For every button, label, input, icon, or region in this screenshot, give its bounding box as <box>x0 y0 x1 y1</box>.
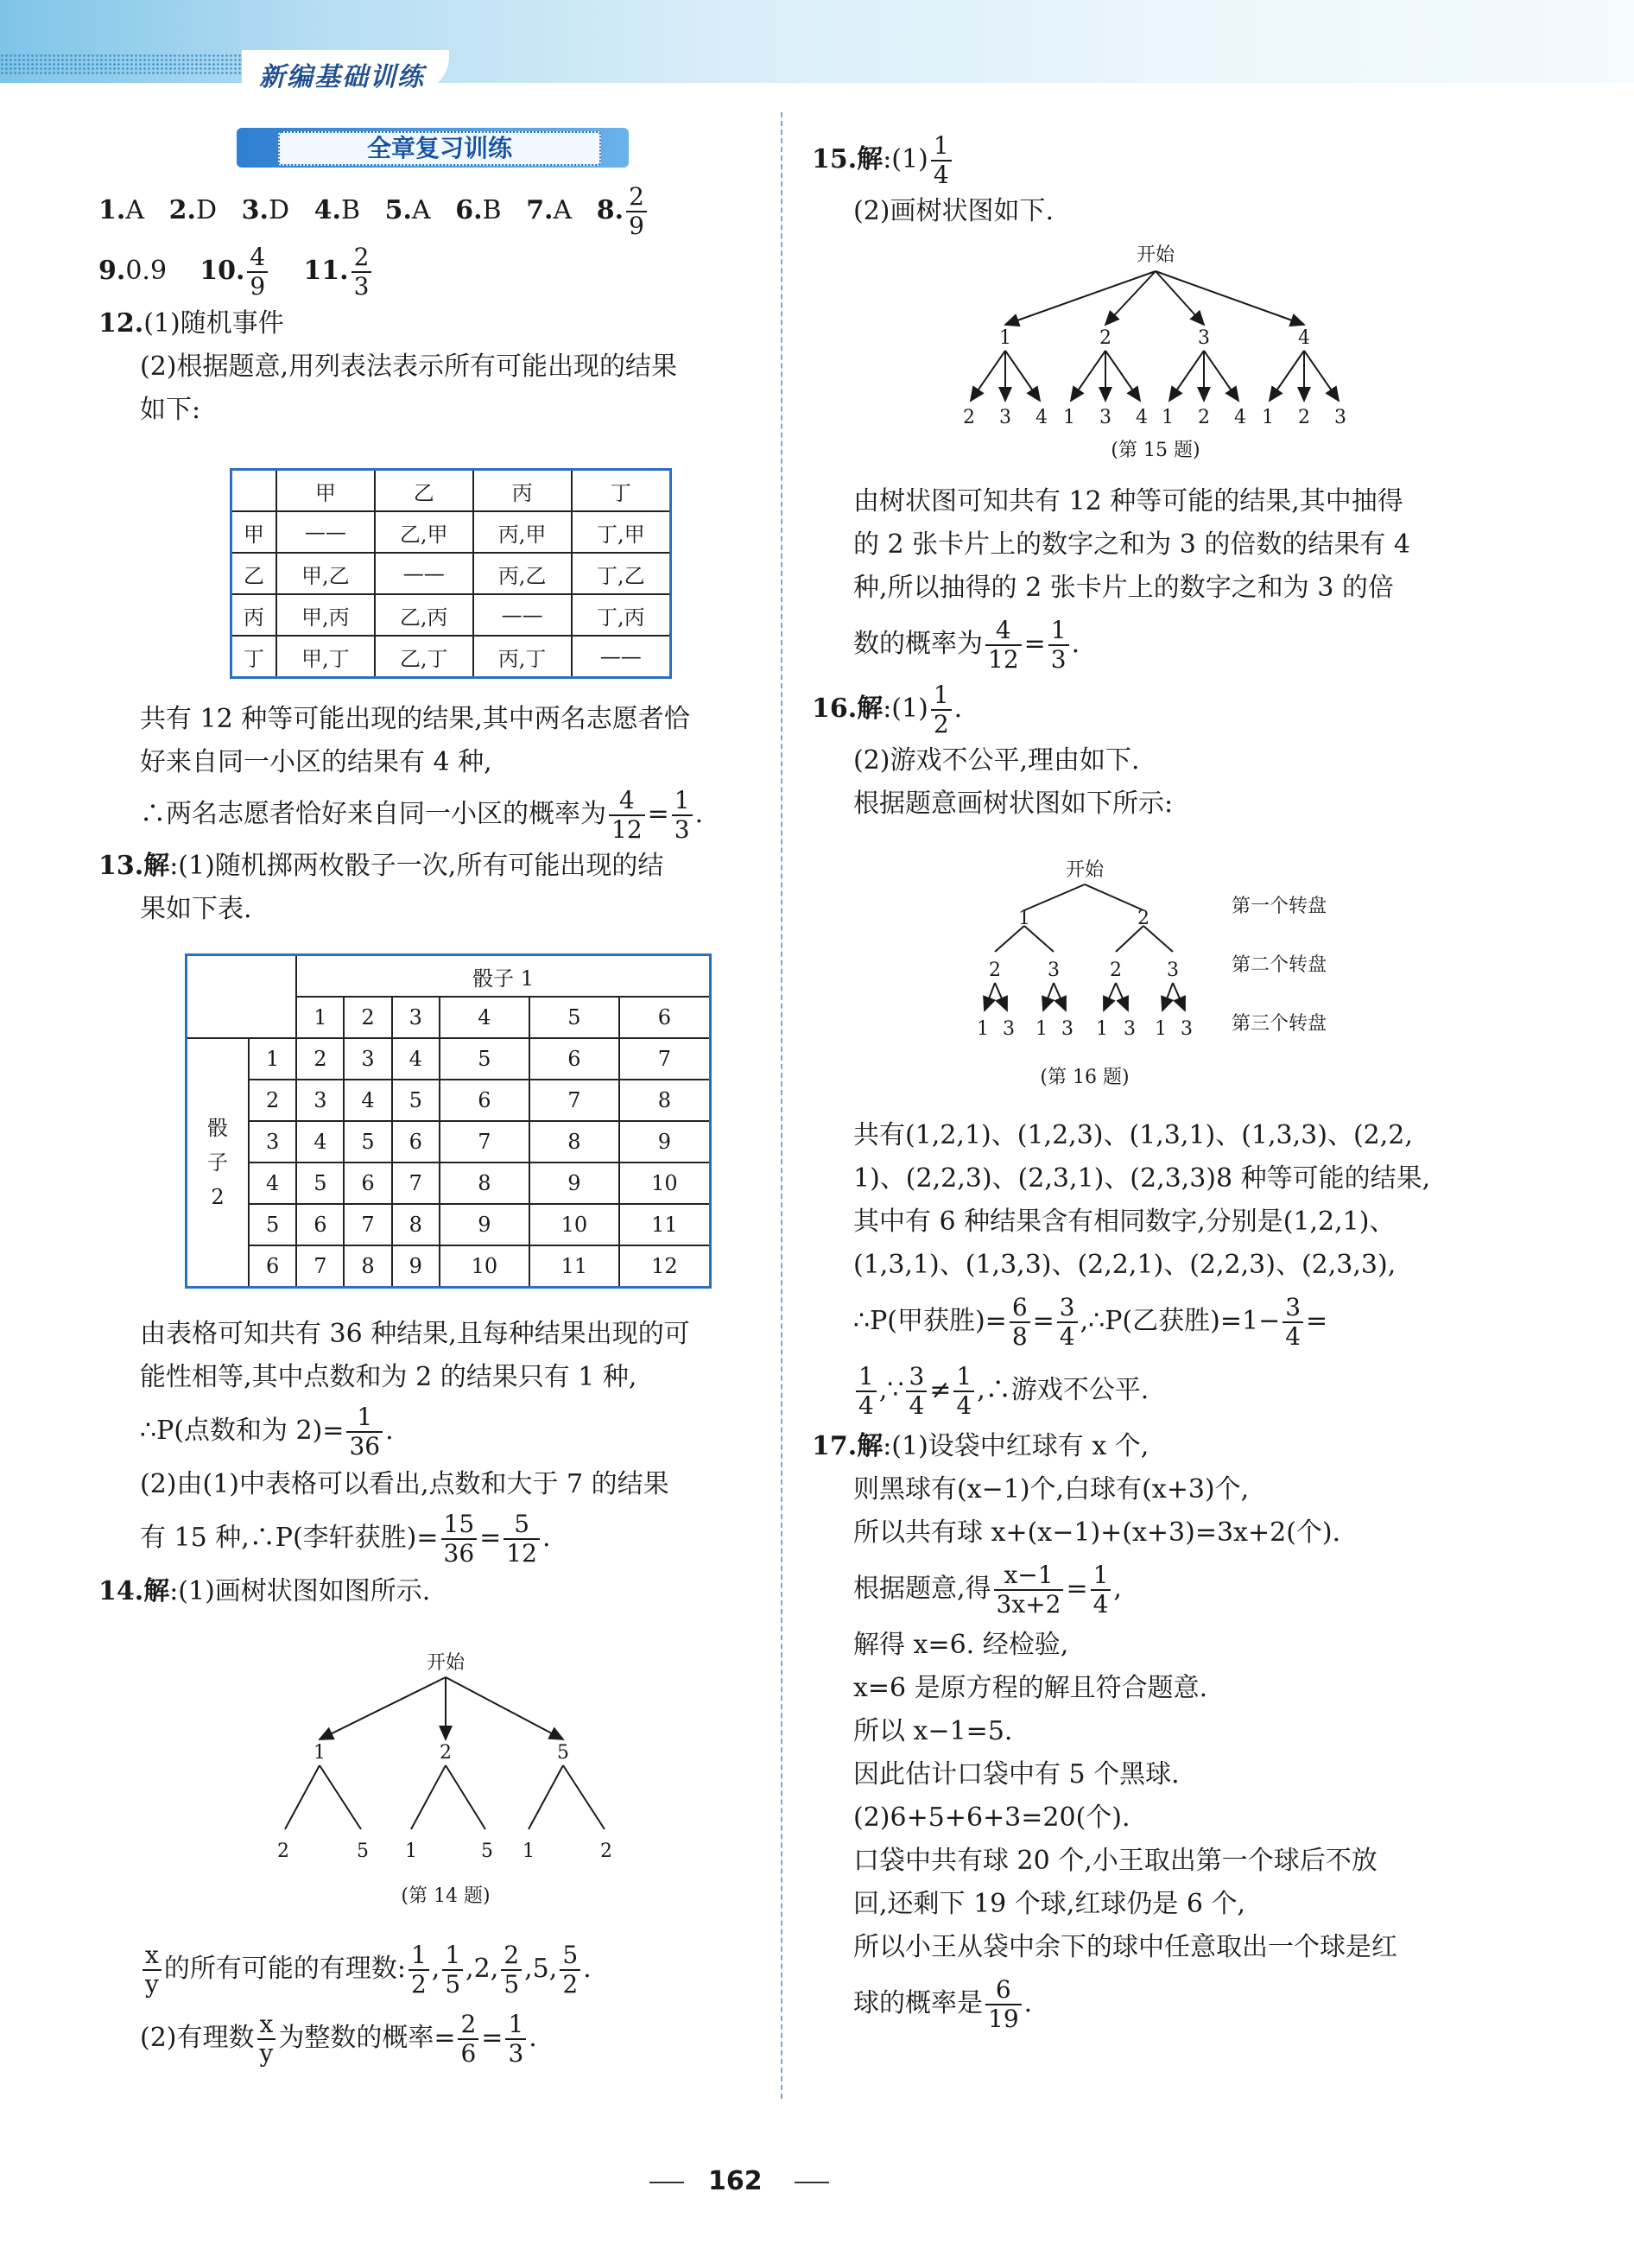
q12-table-cell: —— <box>375 553 473 594</box>
svg-text:4: 4 <box>1036 407 1048 428</box>
q12-line2: (2)根据题意,用列表法表示所有可能出现的结果 <box>140 352 678 382</box>
svg-text:4: 4 <box>1234 407 1246 428</box>
q13-c3: ∴P(点数和为 2)= $\frac{1}{36}$ . <box>140 1403 394 1460</box>
q12-table-cell: 甲,乙 <box>276 553 375 594</box>
q12-table-cell: 乙,甲 <box>375 511 473 553</box>
q13-table-row <box>187 1080 711 1121</box>
q13-sum-cell: 8 <box>392 1204 440 1245</box>
q13-sum-cell: 7 <box>619 1038 711 1080</box>
q13-c2: 能性相等,其中点数和为 2 的结果只有 1 种, <box>140 1362 637 1392</box>
q12-table-cell: 丙,丁 <box>473 636 572 678</box>
q13-sum-cell: 8 <box>619 1080 711 1121</box>
q13-sum-cell: 6 <box>296 1204 344 1245</box>
q16-c1: 共有(1,2,1)、(1,2,3)、(1,3,1)、(1,3,3)、(2,2, <box>853 1120 1413 1150</box>
q15-c4: 数的概率为 $\frac{4}{12}$ = $\frac{1}{3}$ . <box>853 616 1080 674</box>
q12-table-cell: 乙 <box>375 470 473 512</box>
svg-text:1: 1 <box>1096 1018 1108 1040</box>
page-dash-left <box>649 2182 684 2183</box>
q14-r2: (2)有理数 $\frac{x}{y}$ 为整数的概率= $\frac{2}{6}$ = $\frac{1}{3}$ . <box>140 2010 537 2068</box>
page-dash-right <box>795 2182 829 2183</box>
q12-c1: 共有 12 种等可能出现的结果,其中两名志愿者恰 <box>140 704 690 734</box>
q13-table-row <box>187 1204 711 1245</box>
q16-c5: ∴P(甲获胜)= $\frac{6}{8}$ = $\frac{3}{4}$ ,∴P(乙获胜)=1− $\frac{3}{4}$ = <box>853 1293 1328 1351</box>
svg-text:1: 1 <box>405 1840 417 1862</box>
q12-table-cell: 丙 <box>473 470 572 512</box>
svg-text:2: 2 <box>989 960 1001 981</box>
svg-text:2: 2 <box>1137 908 1150 929</box>
q16-conclusion <box>812 1114 1468 2038</box>
q12-table-cell: 乙,丁 <box>375 636 473 678</box>
q13-table-row <box>187 1163 711 1204</box>
svg-text:2: 2 <box>440 1742 452 1764</box>
q17-line4: 根据题意,得 $\frac{x-1}{3x+2}$ = $\frac{1}{4}$ , <box>853 1561 1122 1619</box>
svg-text:第三个转盘: 第三个转盘 <box>1232 1013 1327 1035</box>
svg-text:5: 5 <box>357 1840 369 1862</box>
q13-dice2-label <box>187 1038 250 1288</box>
q13-sum-cell: 9 <box>392 1245 440 1288</box>
q13-row-header-cell: 6 <box>249 1245 296 1288</box>
q15-line1: 15.解:(1) $\frac{1}{4}$ <box>812 130 1468 190</box>
q16-c6: $\frac{1}{4}$ ,∵ $\frac{3}{4}$ ≠ $\frac{1}{4}$ ,∴游戏不公平. <box>812 1356 1468 1425</box>
q15-tree-diagram <box>950 242 1365 466</box>
q12-table-cell: 丙,乙 <box>473 553 572 594</box>
q13-row-header-cell: 3 <box>249 1121 296 1163</box>
q13-row-header-cell: 2 <box>249 1080 296 1121</box>
q14-tree-diagram <box>259 1650 639 1909</box>
q13-row-header-cell: 4 <box>249 1163 296 1204</box>
q12-table-cell: 丁,乙 <box>572 553 671 594</box>
q13-dice2-char: 骰 <box>207 1116 228 1140</box>
q13-sum-cell: 11 <box>529 1245 619 1288</box>
q12-table-cell <box>231 470 276 512</box>
q12-table-cell: —— <box>473 594 572 636</box>
q13-sum-cell: 7 <box>344 1204 391 1245</box>
q13-sum-cell: 10 <box>529 1204 619 1245</box>
q12-table-cell: 甲 <box>276 470 375 512</box>
series-title: 新编基础训练 <box>259 62 425 92</box>
q13-sum-cell: 9 <box>529 1163 619 1204</box>
q17-line2: 则黑球有(x−1)个,白球有(x+3)个, <box>853 1474 1250 1505</box>
svg-text:5: 5 <box>557 1742 569 1764</box>
svg-text:(第 15 题): (第 15 题) <box>1111 440 1200 461</box>
svg-text:3: 3 <box>1003 1018 1015 1040</box>
q13-sum-cell: 7 <box>296 1245 344 1288</box>
q13-table-title-row <box>187 955 711 998</box>
q16-c4: (1,3,1)、(1,3,3)、(2,2,1)、(2,2,3)、(2,3,3), <box>853 1250 1396 1280</box>
q13-sum-cell: 5 <box>392 1080 440 1121</box>
q13-sum-cell: 2 <box>296 1038 344 1080</box>
q13-sum-cell: 5 <box>296 1163 344 1204</box>
answers-row-1: 1.A 2.D 3.D 4.B 5.A 6.B 7.A 8. $\frac{2}{9}$ <box>98 183 772 240</box>
q13-row-header-cell: 5 <box>249 1204 296 1245</box>
q13-sum-cell: 12 <box>619 1245 711 1288</box>
q12-table-cell: 丙 <box>231 594 276 636</box>
svg-text:2: 2 <box>600 1840 612 1862</box>
q13-c5: 有 15 种,∴P(李轩获胜)= $\frac{15}{36}$ = $\frac{5}{12}$ . <box>140 1510 551 1568</box>
svg-text:1: 1 <box>1018 908 1030 929</box>
q13-sum-cell: 7 <box>392 1163 440 1204</box>
svg-text:开始: 开始 <box>1136 244 1175 266</box>
q12-table-cell: —— <box>572 636 671 678</box>
q13-sum-cell: 6 <box>529 1038 619 1080</box>
q13-col-header-cell: 5 <box>529 997 619 1038</box>
q13-sum-cell: 7 <box>529 1080 619 1121</box>
q13-col-header-cell: 3 <box>392 997 440 1038</box>
q14-line1: 14.解:(1)画树状图如图所示. <box>98 1576 431 1606</box>
q13-sum-cell: 8 <box>529 1121 619 1163</box>
q13-table-corner <box>187 955 297 1039</box>
q13-c1: 由表格可知共有 36 种结果,且每种结果出现的可 <box>140 1319 690 1349</box>
q15-line2: (2)画树状图如下. <box>853 196 1054 226</box>
q15-c1: 由树状图可知共有 12 种等可能的结果,其中抽得 <box>853 486 1403 516</box>
q13-dice2-char: 2 <box>211 1185 225 1209</box>
q13-sum-cell: 9 <box>619 1121 711 1163</box>
q13-line2: 果如下表. <box>140 894 252 924</box>
q13-line1: 13.解:(1)随机掷两枚骰子一次,所有可能出现的结 <box>98 851 664 881</box>
svg-text:5: 5 <box>481 1840 493 1862</box>
svg-text:1: 1 <box>522 1840 535 1862</box>
q13-table-row <box>187 1121 711 1163</box>
q17-line6: x=6 是原方程的解且符合题意. <box>853 1673 1208 1703</box>
svg-text:4: 4 <box>1136 407 1148 428</box>
q15-conclusion <box>812 480 1468 826</box>
svg-text:第二个转盘: 第二个转盘 <box>1232 954 1327 976</box>
q13-col-header-cell: 2 <box>344 997 391 1038</box>
svg-text:2: 2 <box>1110 960 1122 981</box>
q12-table-cell: 丁,丙 <box>572 594 671 636</box>
q13-dice-table <box>185 953 712 1289</box>
header-dot-pattern <box>0 54 259 74</box>
q12-table-cell: 丙,甲 <box>473 511 572 553</box>
q17-line8: 因此估计口袋中有 5 个黑球. <box>853 1759 1180 1790</box>
q13-row-header-cell: 1 <box>249 1038 296 1080</box>
svg-text:(第 14 题): (第 14 题) <box>401 1885 491 1907</box>
svg-text:4: 4 <box>1298 327 1310 349</box>
svg-text:3: 3 <box>1048 960 1060 981</box>
q13-dice1-label: 骰子 1 <box>296 955 710 998</box>
q13-sum-cell: 6 <box>392 1121 440 1163</box>
q16-c3: 其中有 6 种结果含有相同数字,分别是(1,2,1)、 <box>853 1207 1396 1237</box>
answers-row-2: 9.0.9 10. $\frac{4}{9}$ 11. $\frac{2}{3}$ <box>98 240 772 302</box>
q8-fraction: $\frac{2}{9}$ <box>626 183 647 240</box>
svg-text:2: 2 <box>963 407 975 428</box>
svg-text:3: 3 <box>999 407 1011 428</box>
q13-col-header-cell: 6 <box>619 997 711 1038</box>
q13-c4: (2)由(1)中表格可以看出,点数和大于 7 的结果 <box>140 1469 669 1499</box>
q13-sum-cell: 11 <box>619 1204 711 1245</box>
q13-sum-cell: 5 <box>344 1121 391 1163</box>
q17-line12: 所以小王从袋中余下的球中任意取出一个球是红 <box>853 1932 1397 1962</box>
page-number: 162 <box>708 2166 763 2196</box>
q12-table-header-row <box>231 470 671 512</box>
q13-sum-cell: 10 <box>619 1163 711 1204</box>
section-title: 全章复习训练 <box>278 131 601 166</box>
svg-text:2: 2 <box>277 1840 289 1862</box>
q14-r1: $\frac{x}{y}$ 的所有可能的有理数: $\frac{1}{2}$ , $\frac{1}{5}$ ,2, $\frac{2}{5}$ ,5, $\frac{5}{2}$ . <box>98 1935 772 2004</box>
svg-text:2: 2 <box>1298 407 1310 428</box>
q12-line3: 如下: <box>140 395 201 425</box>
svg-text:1: 1 <box>1162 407 1174 428</box>
q13-sum-cell: 4 <box>296 1121 344 1163</box>
q12-c2: 好来自同一小区的结果有 4 种, <box>140 747 492 777</box>
q13-dice2-char: 子 <box>207 1150 228 1175</box>
q12-table-cell: 甲,丁 <box>276 636 375 678</box>
q13-sum-cell: 4 <box>392 1038 440 1080</box>
q12-table-row <box>231 511 671 553</box>
q12-table-cell: 甲,丙 <box>276 594 375 636</box>
q13-sum-cell: 8 <box>344 1245 391 1288</box>
q16-c2: 1)、(2,2,3)、(2,3,1)、(2,3,3)8 种等可能的结果, <box>853 1163 1431 1194</box>
svg-text:1: 1 <box>314 1742 326 1764</box>
q16-line3: 根据题意画树状图如下所示: <box>853 789 1174 819</box>
q17-line9: (2)6+5+6+3=20(个). <box>853 1802 1130 1833</box>
q17-line1: 17.解:(1)设袋中红球有 x 个, <box>812 1431 1150 1461</box>
svg-text:2: 2 <box>1099 327 1112 349</box>
svg-text:1: 1 <box>999 327 1011 349</box>
svg-text:3: 3 <box>1198 327 1210 349</box>
svg-text:3: 3 <box>1099 407 1112 428</box>
q13-sum-cell: 3 <box>296 1080 344 1121</box>
q13-sum-cell: 6 <box>440 1080 529 1121</box>
q12-table-row <box>231 636 671 678</box>
svg-text:3: 3 <box>1061 1018 1074 1040</box>
q13-sum-cell: 9 <box>440 1204 529 1245</box>
q17-line10: 口袋中共有球 20 个,小王取出第一个球后不放 <box>853 1846 1378 1876</box>
svg-text:1: 1 <box>1063 407 1075 428</box>
q12-conclusion <box>98 698 772 931</box>
q12-table-cell: —— <box>276 511 375 553</box>
q17-line11: 回,还剩下 19 个球,红球仍是 6 个, <box>853 1889 1246 1919</box>
svg-text:第一个转盘: 第一个转盘 <box>1232 896 1327 917</box>
q14-conclusion <box>98 1935 772 2073</box>
q12-table <box>230 468 672 679</box>
q17-line7: 所以 x−1=5. <box>853 1716 1013 1746</box>
q12-table-cell: 丁,甲 <box>572 511 671 553</box>
svg-text:1: 1 <box>977 1018 989 1040</box>
q13-sum-cell: 10 <box>440 1245 529 1288</box>
svg-text:开始: 开始 <box>1065 859 1105 881</box>
q17-line3: 所以共有球 x+(x−1)+(x+3)=3x+2(个). <box>853 1517 1341 1548</box>
q13-sum-cell: 5 <box>440 1038 529 1080</box>
q12-table-row <box>231 553 671 594</box>
svg-text:1: 1 <box>1262 407 1274 428</box>
q17-line5: 解得 x=6. 经检验, <box>853 1630 1069 1660</box>
q17-line13: 球的概率是 $\frac{6}{19}$ . <box>853 1975 1033 2033</box>
svg-text:2: 2 <box>1198 407 1210 428</box>
q13-conclusion <box>98 1313 772 1613</box>
q16-line2: (2)游戏不公平,理由如下. <box>853 745 1140 776</box>
right-column <box>812 130 1468 233</box>
section-title-banner <box>237 128 629 168</box>
svg-text:3: 3 <box>1181 1018 1193 1040</box>
q13-sum-cell: 6 <box>344 1163 391 1204</box>
svg-text:3: 3 <box>1124 1018 1136 1040</box>
q13-sum-cell: 3 <box>344 1038 391 1080</box>
left-column <box>98 183 772 432</box>
q14-root: 开始 <box>426 1652 466 1674</box>
svg-text:1: 1 <box>1036 1018 1048 1040</box>
q12-table-row <box>231 594 671 636</box>
q16-line1: 16.解:(1) $\frac{1}{2}$ . <box>812 681 963 738</box>
q12-c3: ∴两名志愿者恰好来自同一小区的概率为 $\frac{4}{12}$ = $\frac{1}{3}$ . <box>140 786 704 844</box>
q13-sum-cell: 7 <box>440 1121 529 1163</box>
q13-col-header-cell: 1 <box>296 997 344 1038</box>
q16-tree-diagram <box>959 857 1373 1099</box>
q15-c2: 的 2 张卡片上的数字之和为 3 的倍数的结果有 4 <box>853 529 1410 560</box>
svg-text:1: 1 <box>1155 1018 1167 1040</box>
q13-sum-cell: 8 <box>440 1163 529 1204</box>
q15-c3: 种,所以抽得的 2 张卡片上的数字之和为 3 的倍 <box>853 573 1394 603</box>
q12-line1: 12.(1)随机事件 <box>98 308 284 339</box>
column-divider <box>781 112 782 2099</box>
q12-table-cell: 甲 <box>231 511 276 553</box>
q12-table-cell: 丁 <box>572 470 671 512</box>
q13-table-row <box>187 1245 711 1288</box>
q13-table-row <box>187 1038 711 1080</box>
q12-table-cell: 乙,丙 <box>375 594 473 636</box>
svg-text:(第 16 题): (第 16 题) <box>1040 1067 1130 1088</box>
q13-col-header-cell: 4 <box>440 997 529 1038</box>
q12-table-cell: 乙 <box>231 553 276 594</box>
svg-text:3: 3 <box>1334 407 1346 428</box>
q12-table-cell: 丁 <box>231 636 276 678</box>
q13-sum-cell: 4 <box>344 1080 391 1121</box>
svg-text:3: 3 <box>1167 960 1179 981</box>
